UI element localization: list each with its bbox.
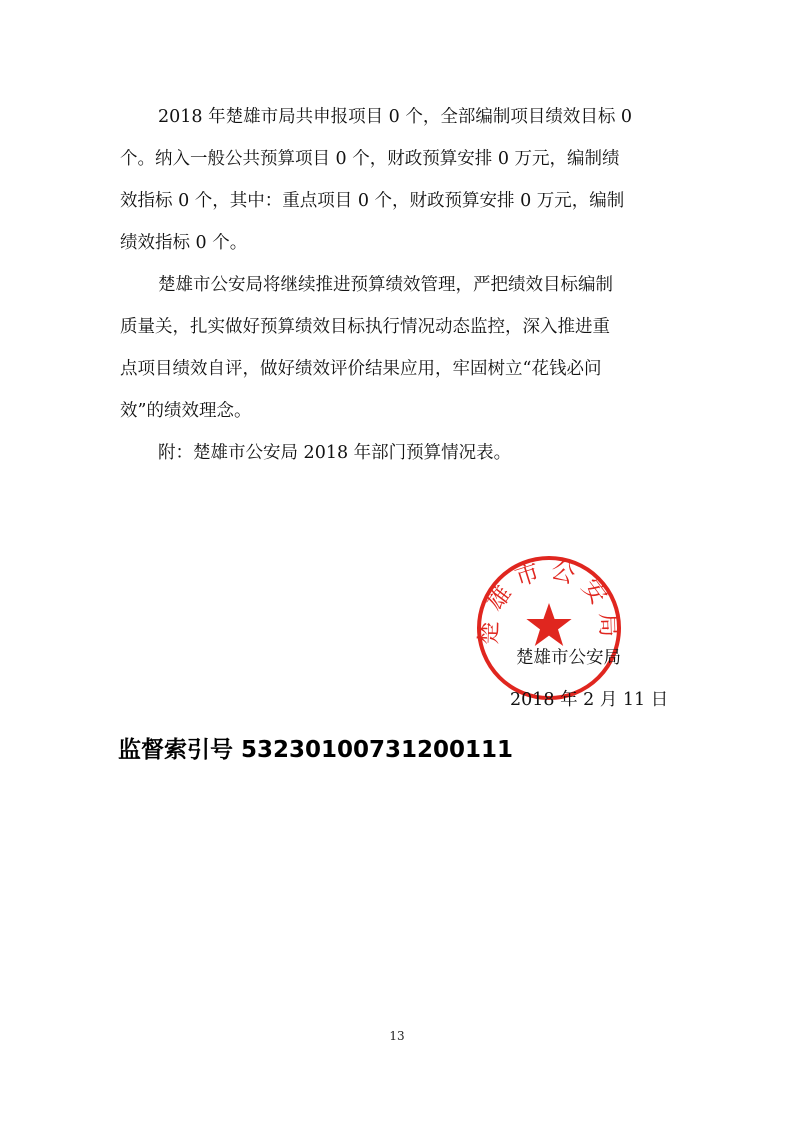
paragraph-line: 质量关，扎实做好预算绩效目标执行情况动态监控，深入推进重 xyxy=(120,317,610,337)
seal-text: 楚雄市公安局 xyxy=(474,555,624,646)
attachment-line: 附：楚雄市公安局 2018 年部门预算情况表。 xyxy=(158,443,512,463)
official-seal xyxy=(474,553,624,703)
paragraph-line: 2018 年楚雄市局共申报项目 0 个，全部编制项目绩效目标 0 xyxy=(158,107,633,127)
signature-organization: 楚雄市公安局 xyxy=(516,648,621,668)
signature-date: 2018 年 2 月 11 日 xyxy=(510,690,669,710)
paragraph-line: 效指标 0 个，其中：重点项目 0 个，财政预算安排 0 万元，编制 xyxy=(120,191,625,211)
paragraph-line: 绩效指标 0 个。 xyxy=(120,233,248,253)
seal-star-icon xyxy=(526,603,571,646)
paragraph-line: 效”的绩效理念。 xyxy=(120,401,252,421)
supervision-index-number: 监督索引号 53230100731200111 xyxy=(118,737,514,763)
paragraph-line: 个。纳入一般公共预算项目 0 个，财政预算安排 0 万元，编制绩 xyxy=(120,149,620,169)
paragraph-line: 楚雄市公安局将继续推进预算绩效管理，严把绩效目标编制 xyxy=(158,275,613,295)
paragraph-line: 点项目绩效自评，做好绩效评价结果应用，牢固树立“花钱必问 xyxy=(120,359,602,379)
page-number: 13 xyxy=(389,1029,405,1043)
